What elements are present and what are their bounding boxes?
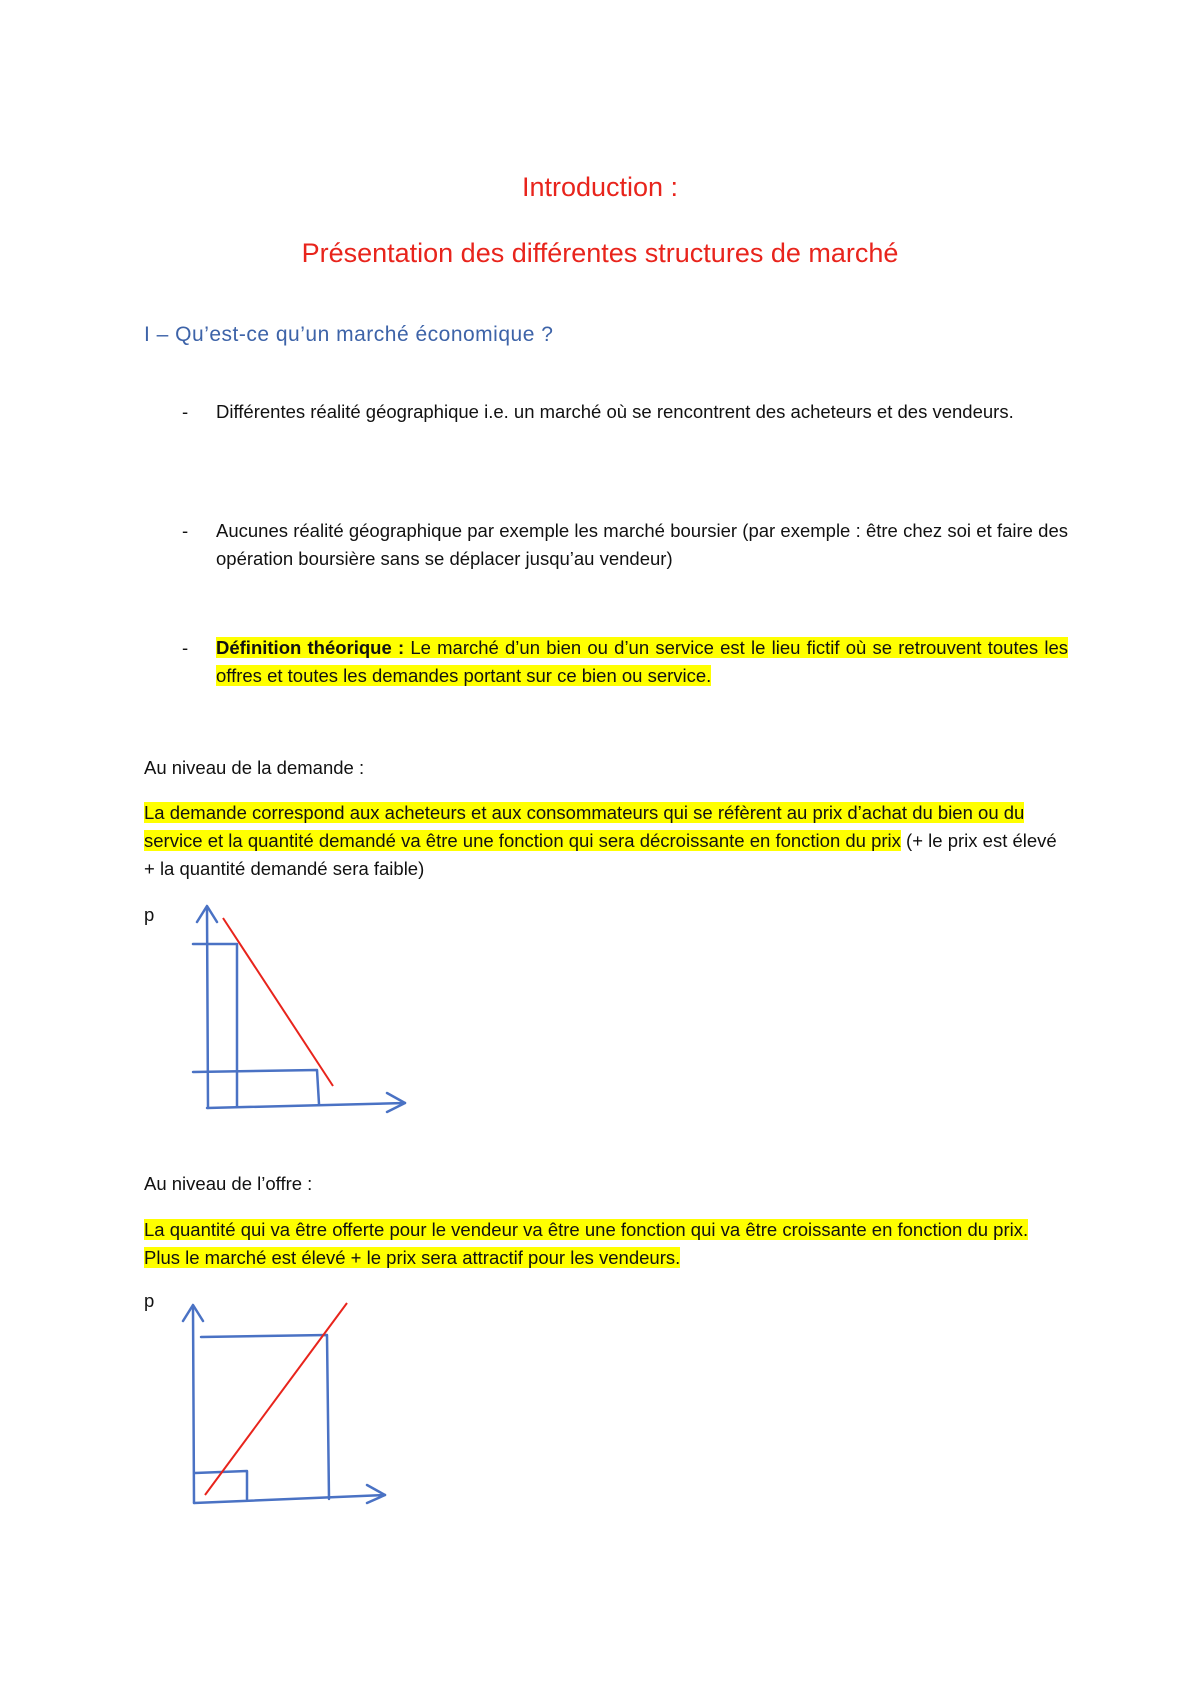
bullet-dash: - (182, 401, 189, 422)
supply-x-axis (194, 1495, 385, 1503)
demand-highlighted-text: La demande correspond aux acheteurs et aux consommateurs qui se réfèrent au prix d’achat du bien ou du service et la quantité demandé va être une fonction qui sera décroissante en fonction du prix (144, 802, 1025, 851)
demand-y-axis (207, 908, 208, 1108)
supply-x-arrowhead (367, 1485, 385, 1503)
supply-heading: Au niveau de l’offre : (144, 1173, 313, 1194)
bullet-text: Aucunes réalité géographique par exemple les marché boursier (par exemple : être chez soi et faire des opération boursière sans se déplacer jusqu’au vendeur) (216, 520, 1068, 569)
supply-y-axis (193, 1307, 194, 1503)
definition-label: Définition théorique : (216, 637, 405, 658)
bullet-dash: - (182, 520, 189, 541)
bullet-item-geographic (144, 398, 1068, 426)
bullet-dash: - (182, 637, 189, 658)
bullet-item-definition (144, 634, 1068, 690)
definition-text: Le marché d’un bien ou d’un service est le lieu fictif où se retrouvent toutes les offres et toutes les demandes portant sur ce bien ou service. (216, 637, 1068, 686)
demand-paragraph (144, 799, 1068, 883)
section-heading: I – Qu’est-ce qu’un marché économique ? (144, 323, 554, 346)
supply-low-price-guide (195, 1471, 247, 1499)
supply-highlighted-text: La quantité qui va être offerte pour le vendeur va être une fonction qui va être croissante en fonction du prix. Plus le marché est élevé + le prix sera attractif pour les vendeurs. (144, 1219, 1029, 1268)
supply-curve-line (205, 1303, 347, 1495)
demand-heading: Au niveau de la demande : (144, 757, 365, 778)
demand-axis-label: p (144, 904, 155, 925)
demand-curve-line (223, 918, 333, 1086)
demand-low-price-guide (193, 1070, 319, 1104)
page-subtitle: Présentation des différentes structures de marché (301, 238, 899, 268)
bullet-item-no-geographic (144, 517, 1068, 573)
supply-axis-label: p (144, 1290, 155, 1311)
supply-curve-sketch (175, 1295, 395, 1515)
demand-curve-sketch (185, 898, 410, 1118)
bullet-text (216, 634, 1068, 690)
page-title: Introduction : (521, 172, 679, 202)
demand-high-price-guide (193, 944, 237, 1106)
demand-rest-text: (+ le prix est élevé + la quantité demandé sera faible) (144, 830, 1057, 879)
bullet-text: Différentes réalité géographique i.e. un marché où se rencontrent des acheteurs et des vendeurs. (216, 401, 1014, 422)
supply-paragraph (144, 1216, 1068, 1272)
